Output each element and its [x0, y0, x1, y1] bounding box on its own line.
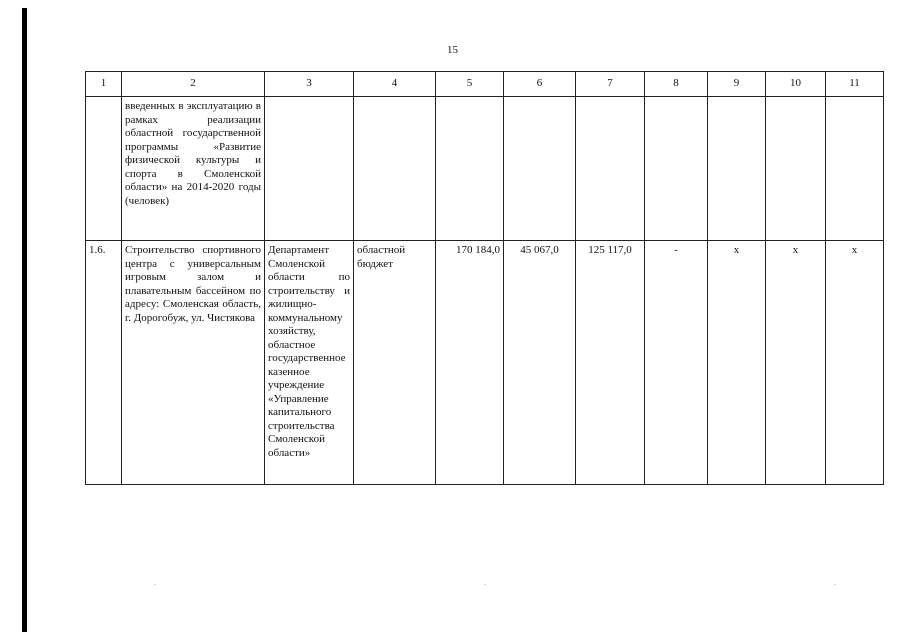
row2-col11-cell: х [826, 241, 884, 485]
row1-cell-4 [354, 97, 436, 241]
header-col-6: 6 [504, 72, 576, 97]
table-header-row [86, 72, 884, 97]
row2-number-cell: 1.6. [86, 241, 122, 485]
row1-description-cell: введенных в эксплуатацию в рамках реализации областной государственной программы «Развитие физической культуры и спорта в Смоленской области» на 2014-2020 годы (человек) [122, 97, 265, 241]
header-col-9: 9 [708, 72, 766, 97]
header-col-5: 5 [436, 72, 504, 97]
row1-cell-7 [576, 97, 645, 241]
header-col-10: 10 [766, 72, 826, 97]
data-table [85, 71, 884, 485]
header-col-11: 11 [826, 72, 884, 97]
row1-cell-10 [766, 97, 826, 241]
row1-cell-3 [265, 97, 354, 241]
row2-year2-cell: 125 117,0 [576, 241, 645, 485]
row1-cell-9 [708, 97, 766, 241]
row1-number-cell [86, 97, 122, 241]
row1-cell-6 [504, 97, 576, 241]
page-number: 15 [447, 44, 458, 56]
row2-year1-cell: 45 067,0 [504, 241, 576, 485]
scan-speck: . [834, 578, 836, 587]
row1-cell-5 [436, 97, 504, 241]
table-row [86, 97, 884, 241]
row1-cell-11 [826, 97, 884, 241]
header-col-7: 7 [576, 72, 645, 97]
header-col-2: 2 [122, 72, 265, 97]
scan-speck: . [484, 578, 486, 587]
header-col-8: 8 [645, 72, 708, 97]
header-col-3: 3 [265, 72, 354, 97]
row2-col9-cell: х [708, 241, 766, 485]
row2-description-cell: Строительство спортивного центра с универсальным игровым залом и плавательным бассейном по адресу: Смоленская область, г. Дорогобуж, ул. Чистякова [122, 241, 265, 485]
table-row [86, 241, 884, 485]
row2-total-cell: 170 184,0 [436, 241, 504, 485]
row2-year3-cell: - [645, 241, 708, 485]
header-col-1: 1 [86, 72, 122, 97]
scan-edge-bar [22, 8, 27, 632]
scan-speck: . [154, 578, 156, 587]
row2-source-cell: областной бюджет [354, 241, 436, 485]
row2-col10-cell: х [766, 241, 826, 485]
row1-cell-8 [645, 97, 708, 241]
row2-responsible-cell: Департамент Смоленской области по строительству и жилищно-коммунальному хозяйству, областное государственное казенное учреждение «Управление капитального строительства Смоленской области» [265, 241, 354, 485]
header-col-4: 4 [354, 72, 436, 97]
